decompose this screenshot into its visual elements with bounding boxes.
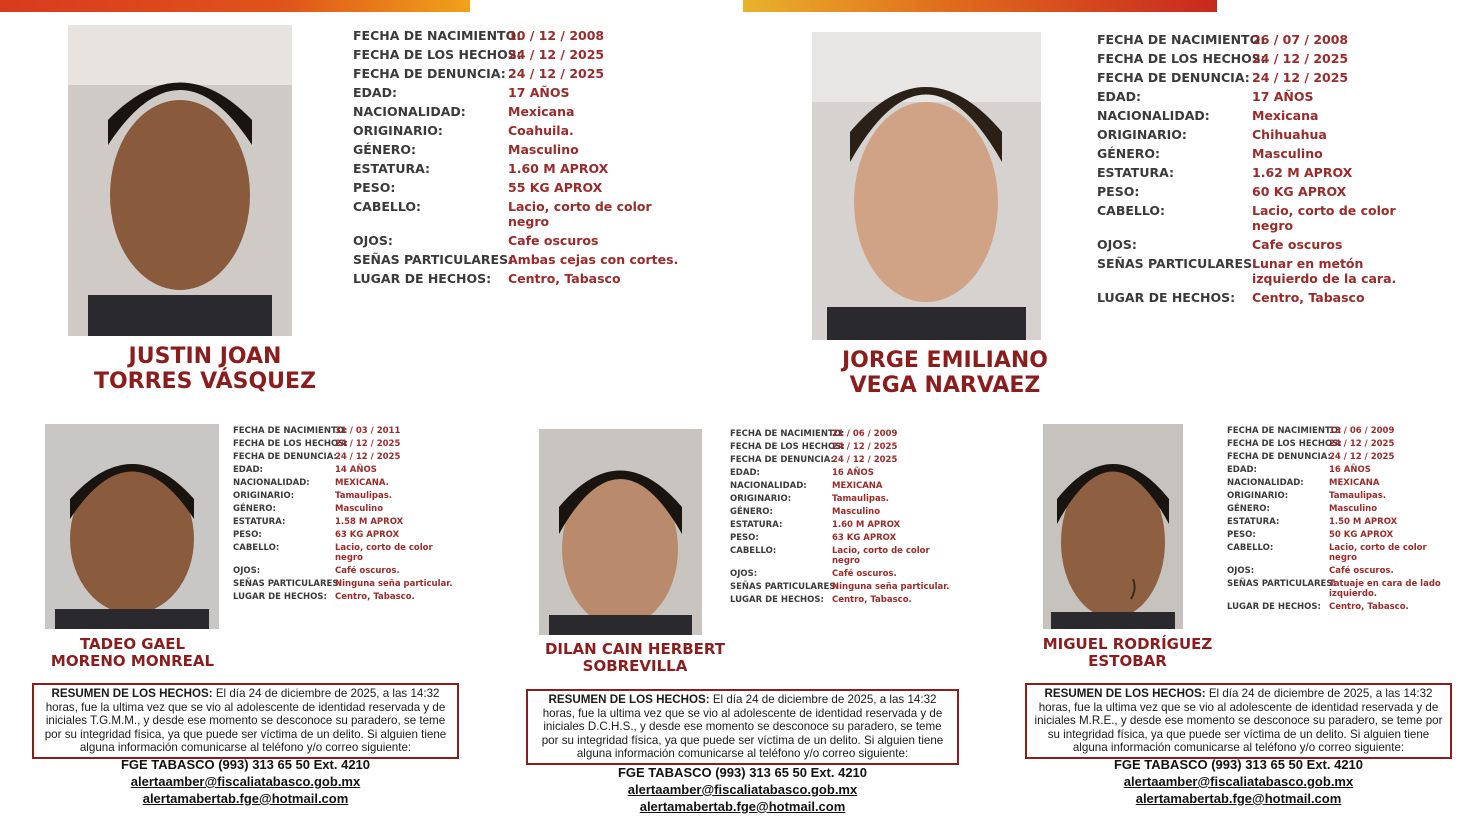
gender-label: GÉNERO: xyxy=(353,142,417,157)
person-details xyxy=(233,426,460,602)
report-date-label: FECHA DE DENUNCIA: xyxy=(1227,452,1331,462)
age-value: 16 AÑOS xyxy=(832,468,874,478)
age-value: 14 AÑOS xyxy=(335,465,377,475)
report-date-value: 24 / 12 / 2025 xyxy=(832,455,898,465)
eyes-value: Café oscuros. xyxy=(335,566,400,576)
contact-email-link[interactable]: alertamabertab.fge@hotmail.com xyxy=(142,790,349,806)
contact-block xyxy=(32,757,459,808)
birth-value: 26 / 07 / 2008 xyxy=(1252,32,1349,47)
eyes-label: OJOS: xyxy=(353,233,393,248)
person-photo xyxy=(45,424,219,629)
gender-label: GÉNERO: xyxy=(1097,146,1161,161)
nationality-value: MEXICANA xyxy=(832,481,883,491)
weight-value: 50 KG APROX xyxy=(1329,530,1394,540)
height-label: ESTATURA: xyxy=(233,517,286,527)
gender-label: GÉNERO: xyxy=(1227,504,1270,514)
report-date-value: 24 / 12 / 2025 xyxy=(508,66,605,81)
summary-text: El día 24 de diciembre de 2025, a las 14:32 horas, fue la ultima vez que se vio al adolescente de identidad reservada y de iniciales D.C.H.S., y desde ese momento se desconoce su paradero, se teme por su integridad física, ya que puede ser víctima de un delito. Si alguien tiene alguna información comunicarse al teléfono y/o correo siguiente: xyxy=(541,693,944,761)
hair-label: CABELLO: xyxy=(353,199,422,214)
nationality-label: NACIONALIDAD: xyxy=(233,478,310,488)
place-label: LUGAR DE HECHOS: xyxy=(730,595,824,605)
eyes-label: OJOS: xyxy=(730,569,758,579)
weight-label: PESO: xyxy=(233,530,262,540)
nationality-value: Mexicana xyxy=(508,104,575,119)
hair-value: Lacio, corto de color negro xyxy=(1329,543,1427,563)
age-label: EDAD: xyxy=(1097,89,1141,104)
birth-label: FECHA DE NACIMIENTO: xyxy=(233,426,348,436)
nationality-label: NACIONALIDAD: xyxy=(1227,478,1304,488)
marks-value: Ninguna seña particular. xyxy=(335,579,453,589)
birth-value: 21 / 06 / 2009 xyxy=(832,429,898,439)
facts-date-value: 24 / 12 / 2025 xyxy=(508,47,605,62)
nationality-value: MEXICANA. xyxy=(335,478,389,488)
height-value: 1.58 M APROX xyxy=(335,517,404,527)
place-value: Centro, Tabasco xyxy=(1252,290,1365,305)
marks-label: SEÑAS PARTICULARES: xyxy=(1097,256,1258,271)
header-color-bar-right xyxy=(743,0,1217,12)
person-name xyxy=(1020,636,1235,671)
person-photo xyxy=(539,429,702,635)
place-label: LUGAR DE HECHOS: xyxy=(1227,602,1321,612)
nationality-label: NACIONALIDAD: xyxy=(353,104,466,119)
height-value: 1.50 M APROX xyxy=(1329,517,1398,527)
eyes-value: Cafe oscuros xyxy=(508,233,599,248)
nationality-value: MEXICANA xyxy=(1329,478,1380,488)
weight-label: PESO: xyxy=(1227,530,1256,540)
summary-title: RESUMEN DE LOS HECHOS: xyxy=(51,687,213,700)
summary-box xyxy=(526,689,959,765)
report-date-label: FECHA DE DENUNCIA: xyxy=(1097,70,1250,85)
place-value: Centro, Tabasco. xyxy=(335,592,415,602)
age-value: 17 AÑOS xyxy=(1252,89,1314,104)
facts-date-value: 24 / 12 / 2025 xyxy=(1329,439,1395,449)
weight-value: 55 KG APROX xyxy=(508,180,603,195)
nationality-label: NACIONALIDAD: xyxy=(730,481,807,491)
person-photo xyxy=(68,25,292,336)
nationality-value: Mexicana xyxy=(1252,108,1319,123)
eyes-label: OJOS: xyxy=(1097,237,1137,252)
marks-value: Ambas cejas con cortes. xyxy=(508,252,679,267)
eyes-value: Café oscuros. xyxy=(1329,566,1394,576)
summary-title: RESUMEN DE LOS HECHOS: xyxy=(548,693,710,706)
birth-value: 13 / 06 / 2009 xyxy=(1329,426,1395,436)
height-value: 1.60 M APROX xyxy=(832,520,901,530)
report-date-value: 24 / 12 / 2025 xyxy=(1329,452,1395,462)
contact-phone: FGE TABASCO (993) 313 65 50 Ext. 4210 xyxy=(120,757,371,772)
marks-label: SEÑAS PARTICULARES: xyxy=(730,582,839,592)
report-date-value: 24 / 12 / 2025 xyxy=(335,452,401,462)
nationality-label: NACIONALIDAD: xyxy=(1097,108,1210,123)
origin-value: Tamaulipas. xyxy=(832,494,890,504)
birth-value: 10 / 12 / 2008 xyxy=(508,28,605,43)
origin-value: Tamaulipas. xyxy=(335,491,393,501)
header-color-bar-left xyxy=(0,0,470,12)
height-value: 1.60 M APROX xyxy=(508,161,609,176)
hair-value: Lacio, corto de color negro xyxy=(508,199,652,229)
height-label: ESTATURA: xyxy=(353,161,431,176)
place-value: Centro, Tabasco xyxy=(508,271,621,286)
origin-label: ORIGINARIO: xyxy=(730,494,792,504)
contact-email-link[interactable]: alertamabertab.fge@hotmail.com xyxy=(639,798,846,814)
person-name xyxy=(30,636,235,671)
age-label: EDAD: xyxy=(353,85,397,100)
person-first-name: DILAN CAIN HERBERT xyxy=(544,640,726,658)
summary-box xyxy=(32,683,459,759)
facts-date-label: FECHA DE LOS HECHOS: xyxy=(1097,51,1266,66)
gender-value: Masculino xyxy=(335,504,384,514)
place-label: LUGAR DE HECHOS: xyxy=(353,271,492,286)
age-label: EDAD: xyxy=(1227,465,1257,475)
person-name xyxy=(800,348,1090,399)
place-label: LUGAR DE HECHOS: xyxy=(233,592,327,602)
height-label: ESTATURA: xyxy=(730,520,783,530)
hair-value: Lacio, corto de color negro xyxy=(1252,203,1396,233)
contact-block xyxy=(1025,757,1452,808)
weight-label: PESO: xyxy=(1097,184,1140,199)
gender-value: Masculino xyxy=(832,507,881,517)
hair-value: Lacio, corto de color negro xyxy=(335,543,433,563)
report-date-label: FECHA DE DENUNCIA: xyxy=(233,452,337,462)
person-last-name: TORRES VÁSQUEZ xyxy=(93,369,317,395)
birth-label: FECHA DE NACIMIENTO: xyxy=(730,429,845,439)
person-name xyxy=(60,344,350,395)
marks-label: SEÑAS PARTICULARES: xyxy=(233,579,342,589)
contact-phone: FGE TABASCO (993) 313 65 50 Ext. 4210 xyxy=(617,765,868,780)
contact-email-link[interactable]: alertamabertab.fge@hotmail.com xyxy=(1135,790,1342,806)
hair-value: Lacio, corto de color negro xyxy=(832,546,930,566)
facts-date-value: 24 / 12 / 2025 xyxy=(832,442,898,452)
person-last-name: MORENO MONREAL xyxy=(50,652,215,671)
age-label: EDAD: xyxy=(730,468,760,478)
hair-label: CABELLO: xyxy=(1097,203,1166,218)
contact-email-link[interactable]: alertaamber@fiscaliatabasco.gob.mx xyxy=(1123,773,1354,789)
marks-value: Tatuaje en cara de lado izquierdo. xyxy=(1329,579,1441,599)
height-label: ESTATURA: xyxy=(1097,165,1175,180)
birth-label: FECHA DE NACIMIENTO: xyxy=(1097,32,1266,47)
person-first-name: JUSTIN JOAN xyxy=(128,344,282,369)
marks-label: SEÑAS PARTICULARES: xyxy=(1227,579,1336,589)
age-label: EDAD: xyxy=(233,465,263,475)
height-label: ESTATURA: xyxy=(1227,517,1280,527)
gender-label: GÉNERO: xyxy=(233,504,276,514)
birth-label: FECHA DE NACIMIENTO: xyxy=(353,28,522,43)
person-details xyxy=(1097,32,1432,305)
weight-value: 63 KG APROX xyxy=(832,533,897,543)
gender-value: Masculino xyxy=(508,142,579,157)
person-first-name: MIGUEL RODRÍGUEZ xyxy=(1042,635,1213,653)
hair-label: CABELLO: xyxy=(1227,543,1274,553)
report-date-label: FECHA DE DENUNCIA: xyxy=(353,66,506,81)
eyes-value: Cafe oscuros xyxy=(1252,237,1343,252)
person-last-name: ESTOBAR xyxy=(1088,652,1167,671)
weight-value: 60 KG APROX xyxy=(1252,184,1347,199)
eyes-value: Café oscuros. xyxy=(832,569,897,579)
hair-label: CABELLO: xyxy=(233,543,280,553)
summary-text: El día 24 de diciembre de 2025, a las 14:32 horas, fue la ultima vez que se vio al adolescente de identidad reservada y de iniciales T.G.M.M., y desde ese momento se desconoce su paradero, se teme por su integridad física, ya que puede ser víctima de un delito. Si alguien tiene alguna información comunicarse al teléfono y/o correo siguiente: xyxy=(44,687,447,755)
person-first-name: TADEO GAEL xyxy=(79,635,186,653)
summary-title: RESUMEN DE LOS HECHOS: xyxy=(1044,687,1206,700)
person-first-name: JORGE EMILIANO xyxy=(841,348,1049,373)
facts-date-value: 24 / 12 / 2025 xyxy=(335,439,401,449)
height-value: 1.62 M APROX xyxy=(1252,165,1353,180)
person-photo xyxy=(1043,424,1183,629)
person-last-name: SOBREVILLA xyxy=(582,657,688,676)
facts-date-label: FECHA DE LOS HECHOS: xyxy=(353,47,522,62)
person-name xyxy=(520,641,750,676)
age-value: 17 AÑOS xyxy=(508,85,570,100)
origin-label: ORIGINARIO: xyxy=(1097,127,1187,142)
contact-email-link[interactable]: alertaamber@fiscaliatabasco.gob.mx xyxy=(627,781,858,797)
place-value: Centro, Tabasco. xyxy=(1329,602,1409,612)
gender-value: Masculino xyxy=(1329,504,1378,514)
person-details xyxy=(353,28,688,286)
place-value: Centro, Tabasco. xyxy=(832,595,912,605)
marks-value: Lunar en metón izquierdo de la cara. xyxy=(1252,256,1397,286)
origin-value: Coahuila. xyxy=(508,123,574,138)
facts-date-value: 24 / 12 / 2025 xyxy=(1252,51,1349,66)
weight-label: PESO: xyxy=(353,180,396,195)
hair-label: CABELLO: xyxy=(730,546,777,556)
contact-email-link[interactable]: alertaamber@fiscaliatabasco.gob.mx xyxy=(130,773,361,789)
person-photo xyxy=(812,32,1041,340)
report-date-value: 24 / 12 / 2025 xyxy=(1252,70,1349,85)
summary-text: El día 24 de diciembre de 2025, a las 14:32 horas, fue la ultima vez que se vio al adolescente de identidad reservada y de iniciales M.R.E., y desde ese momento se desconoce su paradero, se teme por su integridad física, ya que puede ser víctima de un delito. Si alguien tiene alguna información comunicarse al teléfono y/o correo siguiente: xyxy=(1034,687,1443,755)
eyes-label: OJOS: xyxy=(1227,566,1255,576)
origin-value: Chihuahua xyxy=(1252,127,1327,142)
marks-label: SEÑAS PARTICULARES: xyxy=(353,252,514,267)
gender-label: GÉNERO: xyxy=(730,507,773,517)
contact-phone: FGE TABASCO (993) 313 65 50 Ext. 4210 xyxy=(1113,757,1364,772)
origin-label: ORIGINARIO: xyxy=(1227,491,1289,501)
person-details xyxy=(730,429,957,605)
summary-box xyxy=(1025,683,1452,759)
gender-value: Masculino xyxy=(1252,146,1323,161)
weight-label: PESO: xyxy=(730,533,759,543)
facts-date-label: FECHA DE LOS HECHOS: xyxy=(1227,439,1342,449)
origin-value: Tamaulipas. xyxy=(1329,491,1387,501)
marks-value: Ninguna seña particular. xyxy=(832,582,950,592)
report-date-label: FECHA DE DENUNCIA: xyxy=(730,455,834,465)
birth-label: FECHA DE NACIMIENTO: xyxy=(1227,426,1342,436)
eyes-label: OJOS: xyxy=(233,566,261,576)
place-label: LUGAR DE HECHOS: xyxy=(1097,290,1236,305)
origin-label: ORIGINARIO: xyxy=(233,491,295,501)
origin-label: ORIGINARIO: xyxy=(353,123,443,138)
contact-block xyxy=(526,765,959,816)
facts-date-label: FECHA DE LOS HECHOS: xyxy=(730,442,845,452)
facts-date-label: FECHA DE LOS HECHOS: xyxy=(233,439,348,449)
age-value: 16 AÑOS xyxy=(1329,465,1371,475)
birth-value: 31 / 03 / 2011 xyxy=(335,426,401,436)
weight-value: 63 KG APROX xyxy=(335,530,400,540)
person-last-name: VEGA NARVAEZ xyxy=(849,373,1041,399)
person-details xyxy=(1227,426,1454,612)
